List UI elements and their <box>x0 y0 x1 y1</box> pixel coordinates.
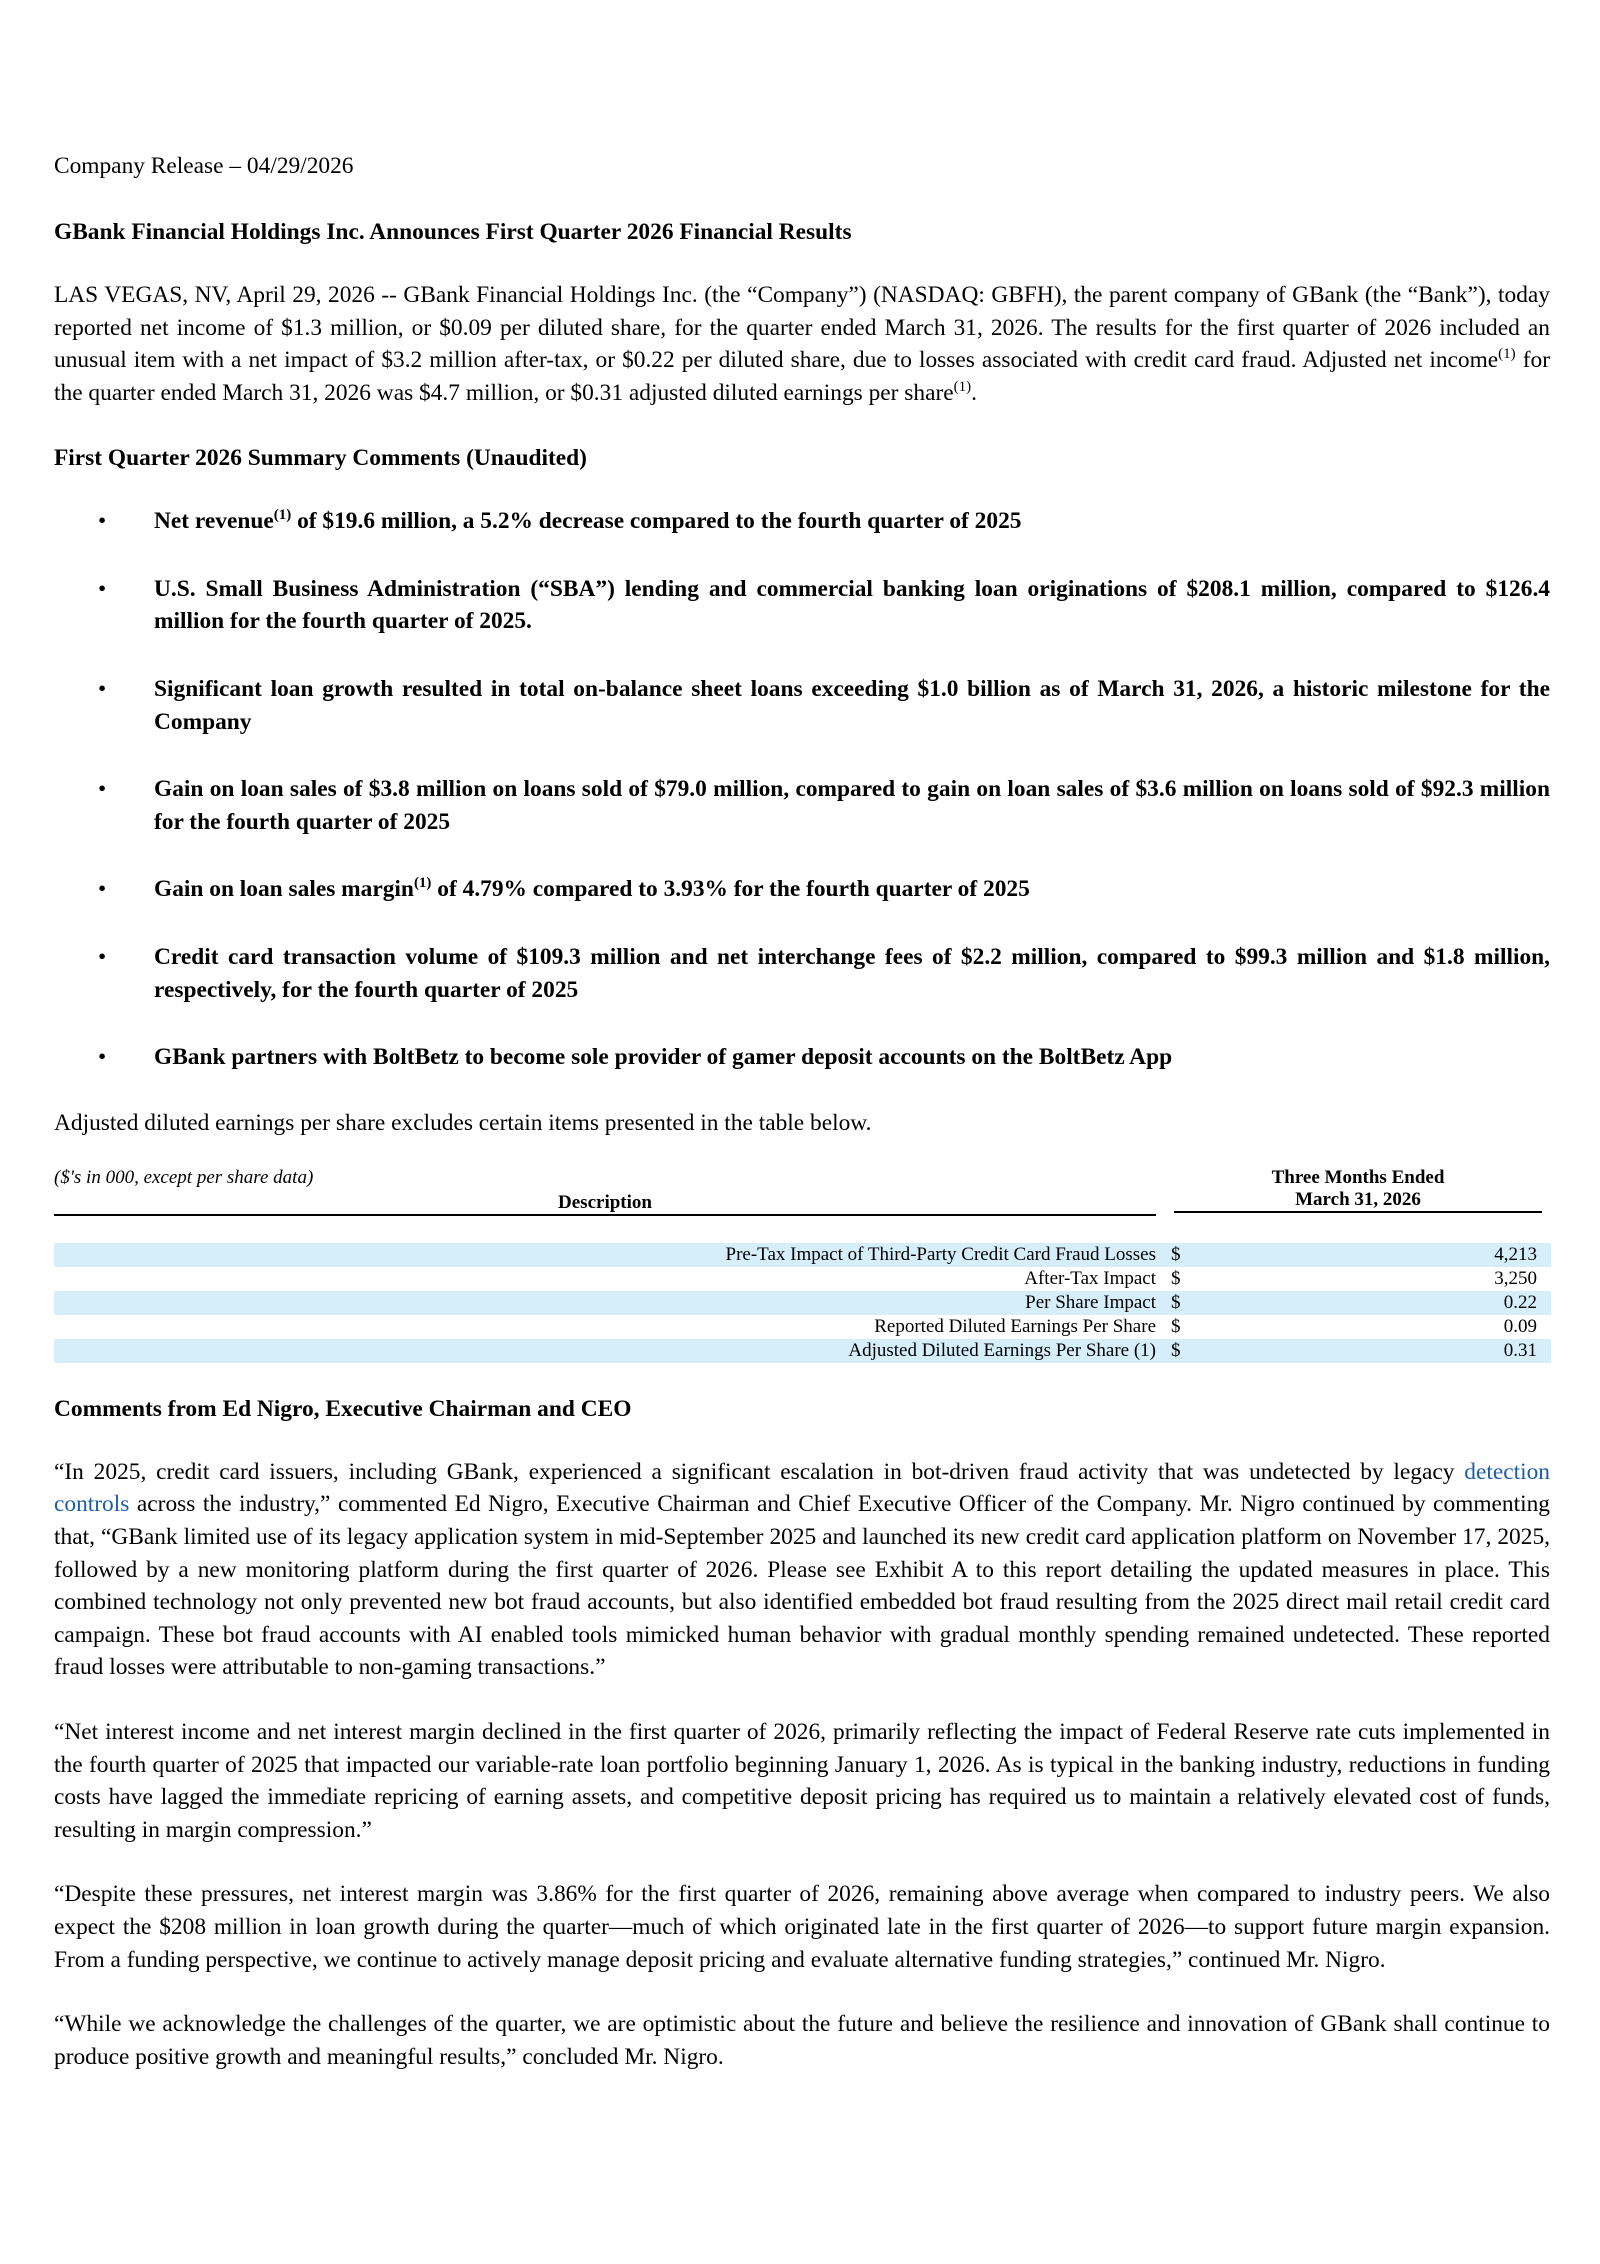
row-value: 0.22 <box>1503 1292 1537 1314</box>
comments-heading: Comments from Ed Nigro, Executive Chairman and CEO <box>54 1396 632 1423</box>
row-currency: $ <box>1171 1292 1181 1314</box>
bullet-text: GBank partners with BoltBetz to become sole provider of gamer deposit accounts on the BoltBetz App <box>154 1044 1173 1071</box>
table-intro-text: Adjusted diluted earnings per share excludes certain items presented in the table below. <box>54 1109 872 1136</box>
intro-text-part3: . <box>971 379 978 406</box>
bullet-loan-originations <box>54 573 1550 638</box>
bullet-loan-sales-margin <box>54 873 1550 906</box>
intro-text-part1: LAS VEGAS, NV, April 29, 2026 -- GBank Financial Holdings Inc. (the “Company”) (NASDAQ: GBFH), the parent company of GBank (the “Bank”), today reported net income of $1.3 million, or $0.09 per diluted share, for the quarter ended March 31, 2026. The results for the first quarter of 2026 included an unusual item with a net impact of $3.2 million after-tax, or $0.22 per diluted share, due to losses associated with credit card fraud. Adjusted net income <box>54 282 1550 374</box>
intro-paragraph <box>54 279 1550 409</box>
bullet-text: Gain on loan sales margin <box>154 876 414 903</box>
table-row <box>54 1243 1551 1267</box>
bullet-net-revenue <box>54 505 1550 538</box>
footnote-marker: (1) <box>1498 346 1516 363</box>
row-value: 0.09 <box>1503 1316 1537 1338</box>
detection-controls-link[interactable]: detection controls <box>54 1458 1550 1518</box>
row-currency: $ <box>1171 1268 1181 1290</box>
bullet-icon: • <box>98 575 107 602</box>
table-body <box>54 1243 1551 1363</box>
footnote-marker: (1) <box>413 875 432 892</box>
table-row <box>54 1339 1551 1363</box>
row-value: 0.31 <box>1503 1340 1537 1362</box>
row-currency: $ <box>1171 1340 1181 1362</box>
footnote-marker: (1) <box>953 378 972 395</box>
bullet-credit-card-volume <box>54 941 1550 1006</box>
row-label: Adjusted Diluted Earnings Per Share (1) <box>848 1340 1156 1362</box>
bullet-loan-growth <box>54 673 1550 738</box>
release-date-line: Company Release – 04/29/2026 <box>54 153 354 179</box>
bullet-text: Net revenue <box>154 508 274 535</box>
table-units-note: ($'s in 000, except per share data) <box>54 1167 314 1189</box>
intro-text-part2: for the quarter ended March 31, 2026 was $4.7 million, or $0.31 adjusted diluted earnings per share <box>54 347 1550 406</box>
quote-paragraph-1 <box>54 1456 1550 1684</box>
quote-text: “In 2025, credit card issuers, including GBank, experienced a significant escalation in bot-driven fraud activity that was undetected by legacy <box>54 1458 1465 1485</box>
fraud-impact-table <box>54 1167 1551 1363</box>
footnote-marker: (1) <box>273 507 292 524</box>
period-header-line2: March 31, 2026 <box>1295 1189 1421 1211</box>
bullet-gain-on-loan-sales <box>54 773 1550 838</box>
row-value: 4,213 <box>1494 1244 1537 1266</box>
table-row <box>54 1267 1551 1291</box>
quote-text: across the industry,” commented Ed Nigro, Executive Chairman and Chief Executive Officer of the Company. Mr. Nigro continued by commenting that, “GBank limited use of its legacy application system in mid-September 2025 and launched its new credit card application platform on November 17, 2025, followed by a new monitoring platform during the first quarter of 2026. Please see Exhibit A to this report detailing the updated measures in place. This combined technology not only prevented new bot fraud accounts, but also identified embedded bot fraud resulting from the 2025 direct mail retail credit card campaign. These bot fraud accounts with AI enabled tools mimicked human behavior with gradual monthly spending remained undetected. These reported fraud losses were attributable to non-gaming transactions.” <box>54 1491 1550 1681</box>
press-release-title: GBank Financial Holdings Inc. Announces First Quarter 2026 Financial Results <box>54 218 852 245</box>
bullet-icon: • <box>98 776 107 803</box>
quote-paragraph-3: “Despite these pressures, net interest margin was 3.86% for the first quarter of 2026, remaining above average when compared to industry peers. We also expect the $208 million in loan growth during the quarter—much of which originated late in the first quarter of 2026—to support future margin expansion. From a funding perspective, we continue to actively manage deposit pricing and evaluate alternative funding strategies,” continued Mr. Nigro. <box>54 1881 1550 1973</box>
table-header <box>54 1167 1551 1215</box>
row-value: 3,250 <box>1494 1268 1537 1290</box>
table-row <box>54 1291 1551 1315</box>
row-label: Pre-Tax Impact of Third-Party Credit Card Fraud Losses <box>725 1244 1156 1266</box>
bullet-text: Gain on loan sales of $3.8 million on loans sold of $79.0 million, compared to gain on loan sales of $3.6 million on loans sold of $92.3 million for the fourth quarter of 2025 <box>154 776 1550 835</box>
row-label: Per Share Impact <box>1025 1292 1156 1314</box>
quote-paragraph-2: “Net interest income and net interest margin declined in the first quarter of 2026, primarily reflecting the impact of Federal Reserve rate cuts implemented in the fourth quarter of 2025 that impacted our variable-rate loan portfolio beginning January 1, 2026. As is typical in the banking industry, reductions in funding costs have lagged the immediate repricing of earning assets, and competitive deposit pricing has required us to maintain a relatively elevated cost of funds, resulting in margin compression.” <box>54 1719 1550 1843</box>
row-label: Reported Diluted Earnings Per Share <box>874 1316 1156 1338</box>
row-currency: $ <box>1171 1316 1181 1338</box>
row-currency: $ <box>1171 1244 1181 1266</box>
bullet-text: Credit card transaction volume of $109.3 million and net interchange fees of $2.2 million, compared to $99.3 million and $1.8 million, respectively, for the fourth quarter of 2025 <box>154 943 1550 1003</box>
bullet-text: of 4.79% compared to 3.93% for the fourth quarter of 2025 <box>431 876 1030 903</box>
bullet-icon: • <box>98 1044 107 1071</box>
row-label: After-Tax Impact <box>1024 1268 1156 1290</box>
period-header-line1: Three Months Ended <box>1271 1167 1445 1189</box>
description-column-header: Description <box>54 1192 1156 1216</box>
bullet-text: Significant loan growth resulted in total on-balance sheet loans exceeding $1.0 billion as of March 31, 2026, a historic milestone for the Company <box>154 675 1550 735</box>
period-column-header <box>1174 1167 1542 1213</box>
bullet-icon: • <box>98 508 107 535</box>
bullet-icon: • <box>98 876 107 903</box>
summary-bullet-list <box>54 505 1550 1074</box>
quote-paragraph-4: “While we acknowledge the challenges of the quarter, we are optimistic about the future and believe the resilience and innovation of GBank shall continue to produce positive growth and meaningful results,” concluded Mr. Nigro. <box>54 2011 1550 2070</box>
bullet-icon: • <box>98 943 107 970</box>
bullet-text: U.S. Small Business Administration (“SBA”) lending and commercial banking loan originations of $208.1 million, compared to $126.4 million for the fourth quarter of 2025. <box>154 575 1550 635</box>
bullet-icon: • <box>98 675 107 702</box>
bullet-boltbetz-partnership <box>54 1041 1550 1074</box>
bullet-text: of $19.6 million, a 5.2% decrease compared to the fourth quarter of 2025 <box>291 508 1022 535</box>
summary-heading: First Quarter 2026 Summary Comments (Unaudited) <box>54 444 587 471</box>
table-row <box>54 1315 1551 1339</box>
